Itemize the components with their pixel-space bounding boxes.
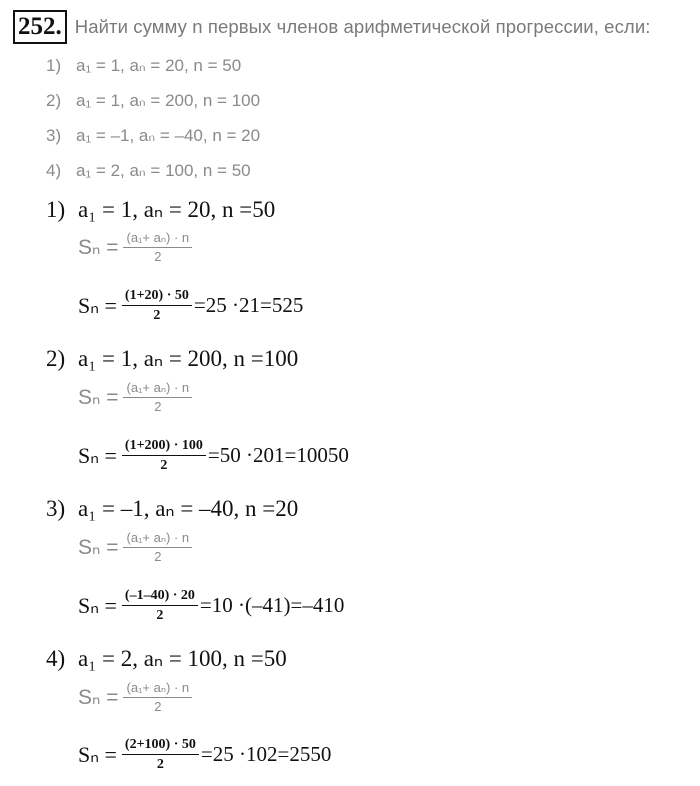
fraction-denominator: 2	[154, 549, 162, 565]
substitution-fraction	[122, 438, 206, 474]
fraction-denominator: 2	[156, 608, 164, 624]
condition-index: 3)	[46, 126, 62, 145]
formula-lhs: Sₙ =	[78, 292, 117, 318]
general-formula-4	[78, 681, 194, 715]
substitution-4	[78, 737, 331, 773]
general-formula-3	[78, 531, 194, 565]
solution-result: =10 ·(–41)=–410	[199, 593, 345, 618]
solution-result: =25 ·21=525	[193, 293, 304, 318]
substitution-1	[78, 288, 303, 324]
formula-lhs: Sₙ =	[78, 536, 119, 560]
fraction-denominator: 2	[160, 458, 168, 474]
fraction-numerator: (–1–40) · 20	[122, 588, 198, 606]
formula-lhs: Sₙ =	[78, 236, 119, 260]
formula-lhs: Sₙ =	[78, 442, 117, 468]
substitution-3	[78, 588, 344, 624]
formula-fraction	[123, 681, 192, 715]
solution-index: 2)	[46, 346, 66, 371]
formula-fraction	[123, 231, 192, 265]
condition-2	[46, 91, 260, 111]
condition-4	[46, 161, 251, 181]
substitution-fraction	[122, 288, 192, 324]
condition-text: a₁ = 1, aₙ = 200, n = 100	[76, 91, 261, 110]
solution-given: a₁ = 1, aₙ = 20, n =50	[78, 197, 276, 222]
formula-lhs: Sₙ =	[78, 686, 119, 710]
condition-index: 4)	[46, 161, 62, 180]
fraction-numerator: (1+200) · 100	[122, 438, 206, 456]
formula-lhs: Sₙ =	[78, 592, 117, 618]
solution-1-heading	[46, 197, 275, 223]
solution-3-heading	[46, 496, 298, 522]
solution-given: a₁ = 1, aₙ = 200, n =100	[78, 346, 299, 371]
solution-index: 1)	[46, 197, 66, 222]
solution-result: =50 ·201=10050	[207, 443, 349, 468]
solution-given: a₁ = –1, aₙ = –40, n =20	[78, 496, 299, 521]
problem-statement: Найти сумму n первых членов арифметической прогрессии, если:	[74, 16, 651, 37]
fraction-numerator: (2+100) · 50	[122, 737, 199, 755]
solution-result: =25 ·102=2550	[200, 742, 332, 767]
condition-text: a₁ = 2, aₙ = 100, n = 50	[76, 161, 251, 180]
fraction-numerator: (a₁+ aₙ) · n	[123, 381, 192, 398]
problem-number: 252.	[13, 10, 67, 44]
substitution-2	[78, 438, 349, 474]
substitution-fraction	[122, 588, 198, 624]
solution-2-heading	[46, 346, 298, 372]
fraction-denominator: 2	[153, 308, 161, 324]
condition-index: 1)	[46, 56, 62, 75]
formula-fraction	[123, 381, 192, 415]
fraction-numerator: (1+20) · 50	[122, 288, 192, 306]
solution-index: 3)	[46, 496, 66, 521]
solution-4-heading	[46, 646, 287, 672]
fraction-numerator: (a₁+ aₙ) · n	[123, 531, 192, 548]
substitution-fraction	[122, 737, 199, 773]
problem-header	[13, 10, 651, 44]
fraction-denominator: 2	[154, 699, 162, 715]
condition-1	[46, 56, 241, 76]
general-formula-1	[78, 231, 194, 265]
fraction-numerator: (a₁+ aₙ) · n	[123, 681, 192, 698]
fraction-denominator: 2	[156, 757, 164, 773]
formula-lhs: Sₙ =	[78, 386, 119, 410]
condition-text: a₁ = 1, aₙ = 20, n = 50	[76, 56, 242, 75]
formula-fraction	[123, 531, 192, 565]
condition-text: a₁ = –1, aₙ = –40, n = 20	[76, 126, 261, 145]
fraction-denominator: 2	[154, 399, 162, 415]
fraction-denominator: 2	[154, 249, 162, 265]
solution-given: a₁ = 2, aₙ = 100, n =50	[78, 646, 287, 671]
condition-3	[46, 126, 260, 146]
solution-index: 4)	[46, 646, 66, 671]
fraction-numerator: (a₁+ aₙ) · n	[123, 231, 192, 248]
formula-lhs: Sₙ =	[78, 741, 117, 767]
general-formula-2	[78, 381, 194, 415]
condition-index: 2)	[46, 91, 62, 110]
